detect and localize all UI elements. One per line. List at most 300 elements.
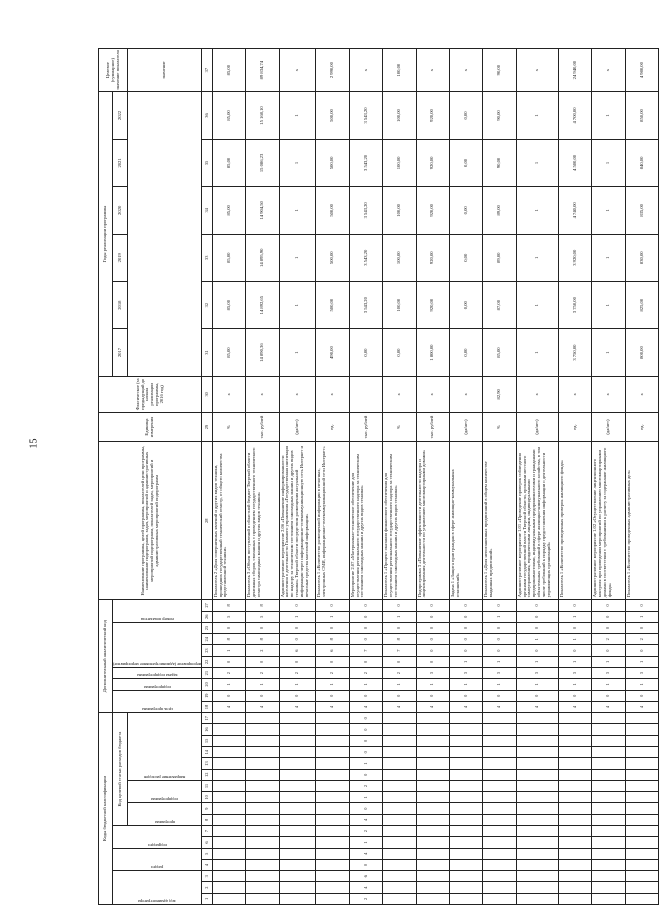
budget-code-cell: [449, 758, 482, 769]
year-value-cell: 1: [516, 139, 558, 186]
year-value-cell: 3 543,20: [349, 92, 382, 139]
column-number: 8: [202, 814, 212, 825]
column-number: 2: [202, 882, 212, 893]
budget-code-cell: [383, 859, 416, 870]
header-year-2018: 2018: [113, 281, 128, 328]
header-year-2022: 2022: [113, 92, 128, 139]
classifier-code-cell: 0: [516, 611, 558, 622]
budget-code-cell: [416, 792, 449, 803]
classifier-code-cell: 1: [516, 679, 558, 690]
budget-code-cell: [416, 837, 449, 848]
header-year-2017: 2017: [113, 329, 128, 376]
column-number: 4: [202, 859, 212, 870]
unit-cell: тыс. рублей: [416, 412, 449, 441]
budget-code-cell: [279, 882, 316, 893]
base-year-cell: х: [516, 376, 558, 412]
classifier-code-cell: 3: [416, 668, 449, 679]
budget-code-cell: [212, 893, 245, 904]
column-number: 18: [202, 701, 212, 712]
budget-code-cell: [212, 747, 245, 758]
budget-code-cell: [246, 724, 279, 735]
budget-code-cell: [316, 780, 349, 791]
column-number: 36: [202, 92, 212, 139]
classifier-code-cell: 0: [316, 656, 349, 667]
classifier-code-cell: 4: [592, 701, 625, 712]
year-value-cell: 920,00: [416, 139, 449, 186]
classifier-code-cell: 1: [212, 645, 245, 656]
budget-code-cell: [516, 758, 558, 769]
header-target-group: Целевое (суммарное) значение показателя: [99, 49, 128, 92]
target-value-cell: х: [349, 49, 382, 92]
target-value-cell: х: [416, 49, 449, 92]
year-value-cell: 835,00: [625, 187, 659, 234]
classifier-code-cell: 0: [246, 622, 279, 633]
year-value-cell: 3 750,00: [559, 281, 592, 328]
year-value-cell: 3 750,00: [559, 329, 592, 376]
year-value-cell: 500,00: [316, 234, 349, 281]
classifier-code-cell: 3: [625, 668, 659, 679]
budget-code-cell: [449, 837, 482, 848]
indicator-name: Задача 1 «Защита прав граждан в сфере жилищно-коммунальных отношений»: [449, 442, 482, 600]
budget-code-cell: [279, 848, 316, 859]
classifier-code-cell: 1: [449, 656, 482, 667]
budget-code-cell: [559, 735, 592, 746]
classifier-code-cell: 0: [349, 600, 382, 611]
column-number: 1: [202, 893, 212, 904]
budget-code-cell: [625, 893, 659, 904]
base-year-cell: 82,90: [483, 376, 516, 412]
indicator-name: Показатель 1 «Количество проведенных административных дел»: [625, 442, 659, 600]
budget-code-cell: [625, 769, 659, 780]
classifier-code-cell: 0: [383, 690, 416, 701]
year-value-cell: 1: [592, 234, 625, 281]
unit-cell: %: [383, 412, 416, 441]
header-name: Наименование программы, целей программы, показателей цели программы, наименование подпрограмм, задач, мероприятий и административных мероприятий подпрограмм, показателей задач, мероприятий и административных мероприятий подпрограмм: [99, 442, 202, 600]
year-value-cell: 1: [516, 281, 558, 328]
classifier-code-cell: 1: [516, 634, 558, 645]
classifier-code-cell: 0: [279, 634, 316, 645]
year-value-cell: 920,00: [416, 92, 449, 139]
column-number: 28: [202, 442, 212, 600]
budget-code-cell: [383, 713, 416, 724]
year-value-cell: 1 800,00: [416, 329, 449, 376]
budget-code-cell: [316, 848, 349, 859]
classifier-code-cell: 0: [279, 600, 316, 611]
budget-code-cell: [416, 758, 449, 769]
classifier-code-cell: 1: [349, 679, 382, 690]
budget-code-cell: [316, 713, 349, 724]
year-value-cell: 800,00: [625, 329, 659, 376]
year-value-cell: 90,00: [483, 92, 516, 139]
classifier-code-cell: 3: [449, 668, 482, 679]
year-value-cell: 85,00: [212, 187, 245, 234]
classifier-code-cell: 8: [383, 634, 416, 645]
budget-code-cell: [449, 792, 482, 803]
classifier-code-cell: 0: [349, 656, 382, 667]
column-number: 5: [202, 848, 212, 859]
budget-code-cell: [449, 803, 482, 814]
budget-code-cell: [516, 735, 558, 746]
budget-code-cell: [559, 747, 592, 758]
classifier-code-cell: 0: [279, 656, 316, 667]
budget-code-cell: [559, 758, 592, 769]
year-value-cell: 1: [279, 187, 316, 234]
budget-code-cell: [483, 792, 516, 803]
unit-cell: %: [483, 412, 516, 441]
budget-code-cell: [592, 893, 625, 904]
classifier-code-cell: 0: [383, 656, 416, 667]
budget-code-cell: [383, 882, 416, 893]
year-value-cell: 1: [592, 187, 625, 234]
budget-code-cell: [516, 893, 558, 904]
classifier-code-cell: 0: [349, 622, 382, 633]
year-value-cell: 0,00: [449, 281, 482, 328]
header-podrazdel: подраздел: [113, 826, 202, 849]
budget-code-cell: [383, 758, 416, 769]
budget-code-cell: [516, 871, 558, 882]
classifier-code-cell: 0: [212, 656, 245, 667]
budget-code-cell: [483, 871, 516, 882]
budget-code-cell: [449, 882, 482, 893]
year-value-cell: 500,00: [316, 187, 349, 234]
classifier-code-cell: 0: [559, 645, 592, 656]
classifier-code-cell: 2: [316, 668, 349, 679]
year-value-cell: 14 895,90: [246, 234, 279, 281]
classifier-code-cell: 0: [212, 690, 245, 701]
year-value-cell: 0,00: [449, 234, 482, 281]
budget-code-cell: [316, 792, 349, 803]
year-value-cell: 14 904,50: [246, 187, 279, 234]
classifier-code-cell: 8: [212, 600, 245, 611]
classifier-code-cell: 1: [592, 679, 625, 690]
budget-code-cell: [483, 837, 516, 848]
budget-code-cell: [246, 826, 279, 837]
classifier-code-cell: 4: [516, 701, 558, 712]
budget-code-cell: [483, 893, 516, 904]
budget-code-cell: [212, 814, 245, 825]
base-year-cell: х: [316, 376, 349, 412]
column-number: 35: [202, 139, 212, 186]
budget-code-cell: [449, 780, 482, 791]
classifier-code-cell: 1: [212, 679, 245, 690]
unit-cell: тыс. рублей: [349, 412, 382, 441]
column-number: 19: [202, 690, 212, 701]
page-number: 15: [28, 438, 40, 449]
year-value-cell: 0,00: [449, 329, 482, 376]
column-number: 22: [202, 656, 212, 667]
classifier-code-cell: 0: [316, 690, 349, 701]
budget-code-cell: [449, 859, 482, 870]
column-number: 27: [202, 600, 212, 611]
classifier-code-cell: 5: [246, 611, 279, 622]
budget-code-cell: [449, 769, 482, 780]
column-number: 31: [202, 329, 212, 376]
budget-code-cell: [416, 780, 449, 791]
budget-code-cell: [416, 848, 449, 859]
budget-code-cell: [516, 837, 558, 848]
indicator-name: Показатель 1 «Процент оказания финансового обеспечения для осуществления регионального государственного надзора за техническим состоянием самоходных машин и других видов техники»: [383, 442, 416, 600]
year-value-cell: 85,00: [212, 234, 245, 281]
budget-code-cell: [483, 814, 516, 825]
header-program-direction: направление расходов: [128, 713, 202, 781]
budget-code-cell: [246, 893, 279, 904]
budget-code-cell: [279, 803, 316, 814]
budget-code-cell: [383, 837, 416, 848]
budget-code-cell: [449, 747, 482, 758]
classifier-code-cell: 0: [416, 611, 449, 622]
budget-code-cell: [592, 713, 625, 724]
budget-code-cell: [316, 826, 349, 837]
classifier-code-cell: 7: [349, 645, 382, 656]
budget-code-cell: 4: [349, 848, 382, 859]
classifier-code-cell: 4: [559, 701, 592, 712]
indicator-name: Показатель 1 «Доля непогашенных предписаний в общем количестве выданных предписаний»: [483, 442, 516, 600]
indicator-name: Показатель 1 «Количество размещенной информации в печатных, электронных СМИ, информационно-телекоммуникационной сети Интернет»: [316, 442, 349, 600]
budget-code-cell: [559, 724, 592, 735]
header-year-2021: 2021: [113, 139, 128, 186]
classifier-code-cell: 4: [349, 701, 382, 712]
budget-code-cell: [483, 859, 516, 870]
budget-code-cell: [483, 848, 516, 859]
classifier-code-cell: 0: [279, 622, 316, 633]
indicator-name: Показатель 3 «Объем поступлений в областной бюджет Тверской области денежных сборов, связанных с проведением государственного технического осмотра самоходных машин и других видов техники»: [246, 442, 279, 600]
header-target-value: значение: [128, 49, 202, 92]
budget-code-cell: [625, 826, 659, 837]
budget-code-cell: [516, 792, 558, 803]
classifier-code-cell: 0: [592, 611, 625, 622]
classifier-code-cell: 0: [516, 645, 558, 656]
year-value-cell: 1: [516, 92, 558, 139]
classifier-code-cell: 1: [279, 679, 316, 690]
classifier-code-cell: 1: [559, 679, 592, 690]
column-number: 23: [202, 645, 212, 656]
year-value-cell: 90,00: [483, 139, 516, 186]
year-value-cell: 1: [279, 92, 316, 139]
classifier-code-cell: 7: [383, 645, 416, 656]
classifier-code-cell: 5: [212, 611, 245, 622]
classifier-code-cell: 4: [316, 701, 349, 712]
budget-code-cell: [625, 803, 659, 814]
budget-code-cell: [212, 826, 245, 837]
budget-code-cell: [592, 848, 625, 859]
budget-code-cell: [592, 803, 625, 814]
budget-code-cell: [449, 848, 482, 859]
classifier-code-cell: 1: [592, 656, 625, 667]
unit-cell: (да/нет): [516, 412, 558, 441]
budget-code-cell: [316, 803, 349, 814]
budget-code-cell: [383, 814, 416, 825]
classifier-code-cell: 0: [559, 690, 592, 701]
budget-code-cell: [279, 747, 316, 758]
column-number: 16: [202, 724, 212, 735]
budget-code-cell: [212, 724, 245, 735]
budget-code-cell: [516, 814, 558, 825]
budget-code-cell: [383, 826, 416, 837]
budget-code-cell: [516, 826, 558, 837]
budget-code-cell: [383, 769, 416, 780]
classifier-code-cell: 2: [349, 668, 382, 679]
budget-code-cell: [516, 780, 558, 791]
budget-code-cell: [483, 724, 516, 735]
classifier-code-cell: 0: [559, 600, 592, 611]
budget-code-cell: [625, 814, 659, 825]
header-unit: Единица измерения: [99, 412, 202, 441]
budget-code-cell: [212, 780, 245, 791]
year-value-cell: 4 500,00: [559, 139, 592, 186]
year-value-cell: 500,00: [316, 281, 349, 328]
budget-code-cell: [625, 882, 659, 893]
budget-code-cell: 4: [349, 882, 382, 893]
target-value-cell: х: [592, 49, 625, 92]
column-numbers-row: [202, 49, 212, 905]
budget-code-cell: [316, 769, 349, 780]
target-value-cell: 85,00: [212, 49, 245, 92]
header-cl-measure: мероприятие (административное мероприятие): [113, 622, 202, 667]
base-year-cell: х: [625, 376, 659, 412]
budget-code-cell: [483, 780, 516, 791]
base-year-cell: х: [212, 376, 245, 412]
budget-code-cell: [559, 792, 592, 803]
classifier-code-cell: 4: [416, 701, 449, 712]
budget-code-cell: [483, 713, 516, 724]
classifier-code-cell: 0: [416, 645, 449, 656]
classifier-code-cell: 0: [483, 600, 516, 611]
classifier-code-cell: 2: [625, 634, 659, 645]
year-value-cell: 15 168,10: [246, 92, 279, 139]
classifier-code-cell: 1: [279, 611, 316, 622]
year-value-cell: 85,00: [483, 329, 516, 376]
unit-cell: ед.: [316, 412, 349, 441]
budget-code-cell: [625, 859, 659, 870]
classifier-code-cell: 3: [516, 668, 558, 679]
year-value-cell: 1: [592, 329, 625, 376]
classifier-code-cell: 4: [246, 701, 279, 712]
budget-code-cell: [483, 803, 516, 814]
budget-code-cell: [559, 859, 592, 870]
table-row: [383, 49, 416, 905]
budget-code-cell: [559, 826, 592, 837]
classifier-code-cell: 4: [279, 701, 316, 712]
budget-code-cell: 1: [349, 758, 382, 769]
classifier-code-cell: 3: [592, 668, 625, 679]
document-sheet: [98, 48, 644, 905]
column-number: 7: [202, 826, 212, 837]
budget-code-cell: [559, 814, 592, 825]
classifier-code-cell: 0: [416, 690, 449, 701]
classifier-code-cell: 0: [592, 645, 625, 656]
budget-code-cell: [625, 871, 659, 882]
classifier-code-cell: 0: [449, 645, 482, 656]
classifier-code-cell: 8: [246, 634, 279, 645]
year-value-cell: 490,00: [316, 329, 349, 376]
year-value-cell: 1: [592, 139, 625, 186]
budget-code-cell: [592, 837, 625, 848]
year-value-cell: 920,00: [416, 281, 449, 328]
year-value-cell: 100,00: [383, 234, 416, 281]
budget-code-cell: [279, 758, 316, 769]
budget-code-cell: [383, 792, 416, 803]
classifier-code-cell: 2: [592, 634, 625, 645]
budget-code-cell: [625, 848, 659, 859]
classifier-code-cell: 0: [349, 690, 382, 701]
classifier-code-cell: 0: [625, 645, 659, 656]
target-value-cell: х: [516, 49, 558, 92]
budget-code-cell: [212, 713, 245, 724]
budget-code-cell: [212, 848, 245, 859]
budget-code-cell: [383, 848, 416, 859]
budget-code-cell: [212, 735, 245, 746]
year-value-cell: 3 543,20: [349, 234, 382, 281]
year-value-cell: 85,00: [212, 329, 245, 376]
year-value-cell: 85,00: [212, 92, 245, 139]
classifier-code-cell: 3: [559, 668, 592, 679]
budget-code-cell: [279, 814, 316, 825]
indicator-name: Показатель 1 «Количество проведенных проверок жилищного фонда»: [559, 442, 592, 600]
budget-code-cell: 1: [349, 792, 382, 803]
budget-code-cell: [625, 713, 659, 724]
budget-code-cell: [559, 713, 592, 724]
budget-code-cell: [516, 724, 558, 735]
target-value-cell: 100,00: [383, 49, 416, 92]
table-row: [416, 49, 449, 905]
year-value-cell: 100,00: [383, 139, 416, 186]
classifier-code-cell: 4: [449, 701, 482, 712]
budget-code-cell: [592, 826, 625, 837]
header-budget-article: Код целевой статьи расходов бюджета: [113, 713, 128, 826]
classifier-code-cell: 0: [516, 622, 558, 633]
year-value-cell: 100,00: [383, 281, 416, 328]
budget-code-cell: [246, 882, 279, 893]
classifier-code-cell: 1: [483, 679, 516, 690]
header-budget-codes: Коды бюджетной классификации: [99, 713, 113, 905]
budget-code-cell: [483, 826, 516, 837]
budget-code-cell: [246, 814, 279, 825]
budget-code-cell: 2: [349, 893, 382, 904]
classifier-code-cell: 1: [625, 679, 659, 690]
classifier-code-cell: 8: [246, 600, 279, 611]
classifier-code-cell: 0: [416, 600, 449, 611]
target-value-cell: 89 834,74: [246, 49, 279, 92]
budget-code-cell: [383, 724, 416, 735]
budget-code-cell: 0: [349, 713, 382, 724]
column-number: 15: [202, 735, 212, 746]
budget-code-cell: [592, 871, 625, 882]
budget-code-cell: [316, 735, 349, 746]
classifier-code-cell: 0: [625, 622, 659, 633]
budget-code-cell: [383, 871, 416, 882]
year-value-cell: 3 543,20: [349, 281, 382, 328]
classifier-code-cell: 0: [592, 600, 625, 611]
budget-code-cell: [559, 769, 592, 780]
budget-code-cell: [416, 871, 449, 882]
budget-code-cell: 0: [349, 859, 382, 870]
budget-code-cell: [559, 882, 592, 893]
budget-code-cell: [483, 769, 516, 780]
budget-code-cell: [316, 747, 349, 758]
classifier-code-cell: 0: [483, 645, 516, 656]
budget-code-cell: [316, 814, 349, 825]
budget-code-cell: [559, 803, 592, 814]
classifier-code-cell: 0: [449, 690, 482, 701]
budget-code-cell: [383, 747, 416, 758]
budget-code-cell: 0: [349, 769, 382, 780]
indicator-name: Показатель 2 «Доля совершенных явлений и других видов техники, прошедших государственный технический осмотр, от общего количества представленной техники»: [212, 442, 245, 600]
budget-code-cell: [383, 893, 416, 904]
classifier-code-cell: 8: [212, 634, 245, 645]
classifier-code-cell: 0: [349, 634, 382, 645]
indicator-name: Административное мероприятие 1.02 «Осуществление лицензионного контроля при проведении мероприятий по управлению многоквартирными домами в соответствии с требованиями к расчету за содержание жилищного фонда»: [592, 442, 625, 600]
column-number: 25: [202, 622, 212, 633]
